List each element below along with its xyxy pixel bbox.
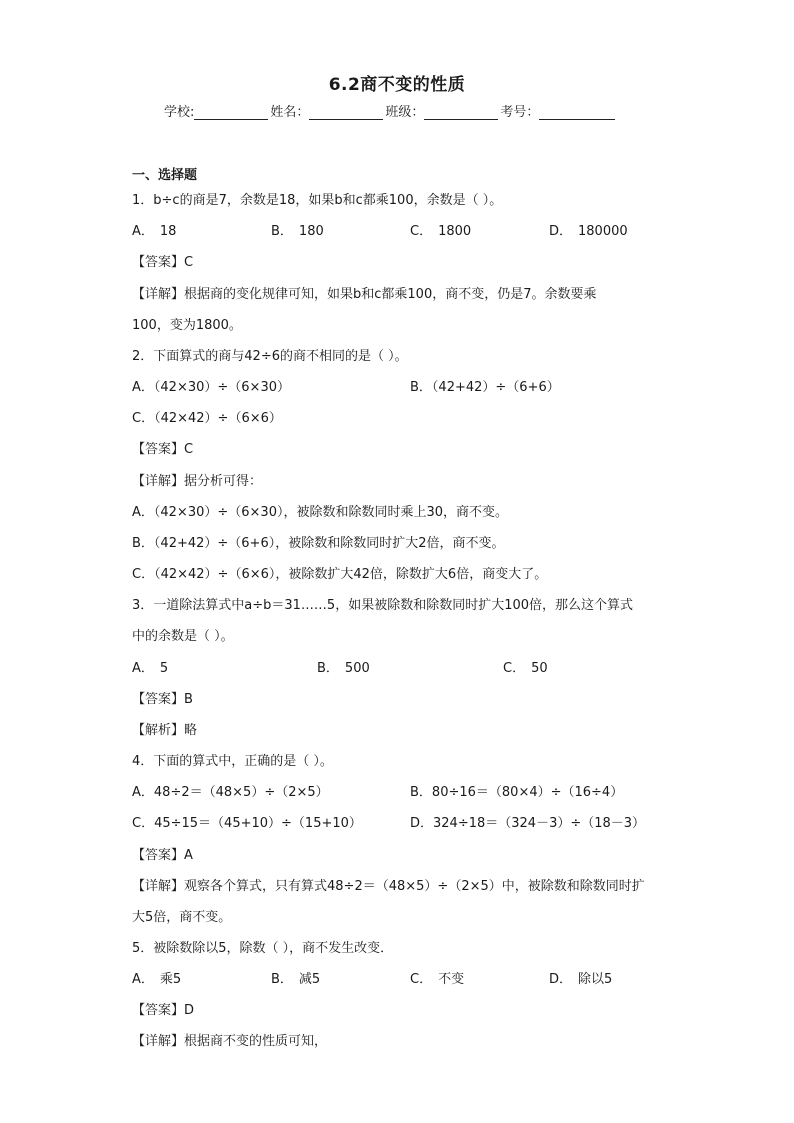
q2-option-b: B．（42+42）÷（6+6） bbox=[410, 380, 560, 395]
question-5-stem: 5．被除数除以5，除数（ ），商不发生改变． bbox=[132, 941, 394, 956]
name-label: 姓名： bbox=[270, 105, 310, 120]
q5-option-b: B． 减5 bbox=[271, 972, 321, 987]
q1-option-a: A． 18 bbox=[132, 224, 177, 239]
q3-option-a: A． 5 bbox=[132, 661, 169, 676]
question-1-stem: 1．b÷c的商是7，余数是18，如果b和c都乘100，余数是（ ）。 bbox=[132, 193, 503, 208]
q2-answer: 【答案】C bbox=[132, 442, 194, 457]
q2-detail-b: B．（42+42）÷（6+6），被除数和除数同时扩大2倍，商不变。 bbox=[132, 536, 505, 551]
school-label: 学校: bbox=[164, 105, 195, 120]
q1-detail-line-2: 100，变为1800。 bbox=[132, 318, 242, 333]
name-field[interactable] bbox=[309, 105, 383, 120]
q3-option-c: C． 50 bbox=[503, 661, 548, 676]
q3-answer: 【答案】B bbox=[132, 692, 193, 707]
q2-detail-line-1: 【详解】据分析可得： bbox=[132, 474, 263, 489]
q5-answer: 【答案】D bbox=[132, 1003, 195, 1018]
question-2-stem: 2．下面算式的商与42÷6的商不相同的是（ ）。 bbox=[132, 349, 408, 364]
q1-option-b: B． 180 bbox=[271, 224, 324, 239]
q2-detail-c: C．（42×42）÷（6×6），被除数扩大42倍，除数扩大6倍，商变大了。 bbox=[132, 567, 548, 582]
school-field[interactable] bbox=[194, 105, 268, 120]
q4-option-c: C．45÷15＝（45+10）÷（15+10） bbox=[132, 816, 362, 831]
q4-option-d: D．324÷18＝（324－3）÷（18－3） bbox=[410, 816, 646, 831]
q4-answer: 【答案】A bbox=[132, 848, 193, 863]
exam-no-label: 考号： bbox=[500, 105, 540, 120]
page-title: 6.2商不变的性质 bbox=[328, 75, 466, 95]
q4-option-a: A．48÷2＝（48×5）÷（2×5） bbox=[132, 785, 329, 800]
q4-detail-line-1: 【详解】观察各个算式，只有算式48÷2＝（48×5）÷（2×5）中，被除数和除数同时扩 bbox=[132, 879, 645, 894]
question-3-stem-line-2: 中的余数是（ ）。 bbox=[132, 629, 234, 644]
question-3-stem-line-1: 3．一道除法算式中a÷b＝31……5，如果被除数和除数同时扩大100倍，那么这个算式 bbox=[132, 598, 634, 613]
question-4-stem: 4．下面的算式中，正确的是（ ）。 bbox=[132, 754, 333, 769]
q1-answer: 【答案】C bbox=[132, 255, 194, 270]
class-field[interactable] bbox=[424, 105, 498, 120]
q3-analysis: 【解析】略 bbox=[132, 723, 198, 738]
section-heading: 一、选择题 bbox=[132, 168, 198, 183]
class-label: 班级： bbox=[385, 105, 425, 120]
q5-option-d: D． 除以5 bbox=[549, 972, 613, 987]
q2-option-a: A．（42×30）÷（6×30） bbox=[132, 380, 290, 395]
q1-option-d: D． 180000 bbox=[549, 224, 628, 239]
q3-option-b: B． 500 bbox=[317, 661, 370, 676]
q5-option-c: C． 不变 bbox=[410, 972, 465, 987]
q1-option-c: C． 1800 bbox=[410, 224, 472, 239]
q1-detail-line-1: 【详解】根据商的变化规律可知，如果b和c都乘100，商不变，仍是7。余数要乘 bbox=[132, 287, 597, 302]
exam-no-field[interactable] bbox=[539, 105, 615, 120]
q4-detail-line-2: 大5倍，商不变。 bbox=[132, 910, 232, 925]
q5-option-a: A． 乘5 bbox=[132, 972, 182, 987]
q4-option-b: B．80÷16＝（80×4）÷（16÷4） bbox=[410, 785, 624, 800]
q5-detail-line-1: 【详解】根据商不变的性质可知， bbox=[132, 1034, 328, 1049]
student-info-row bbox=[164, 101, 644, 120]
q2-detail-a: A．（42×30）÷（6×30），被除数和除数同时乘上30，商不变。 bbox=[132, 505, 509, 520]
q2-option-c: C．（42×42）÷（6×6） bbox=[132, 411, 282, 426]
